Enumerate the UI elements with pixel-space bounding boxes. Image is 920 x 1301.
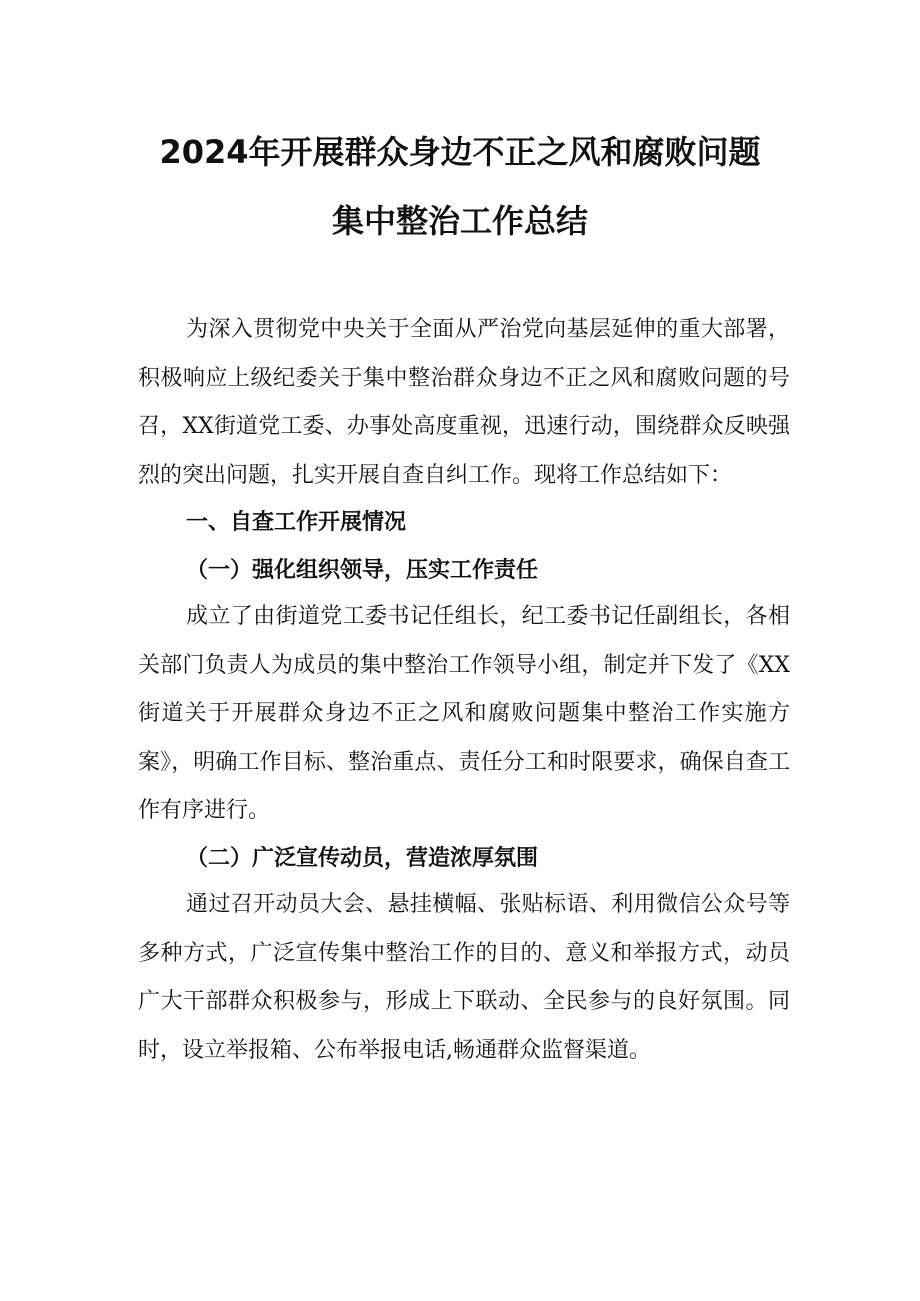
section-1-heading: 一、自查工作开展情况	[186, 510, 407, 535]
document-title-line-2: 集中整治工作总结	[331, 202, 588, 240]
subsection-1-paragraph: 成立了由街道党工委书记任组长，纪工委书记任副组长，各相关部门负责人为成员的集中整治工作领导小组，制定并下发了《XX街道关于开展群众身边不正之风和腐败问题集中整治工作实施方案》，明确工作目标、整治重点、责任分工和时限要求，确保自查工作有序进行。	[138, 604, 790, 823]
subsection-1-heading: （一）强化组织领导，压实工作责任	[186, 558, 539, 583]
intro-paragraph: 为深入贯彻党中央关于全面从严治党向基层延伸的重大部署，积极响应上级纪委关于集中整治群众身边不正之风和腐败问题的号召，XX街道党工委、办事处高度重视，迅速行动，围绕群众反映强烈的突出问题，扎实开展自查自纠工作。现将工作总结如下：	[138, 317, 790, 488]
subsection-2-heading: （二）广泛宣传动员，营造浓厚氛围	[186, 846, 539, 871]
subsection-2-paragraph: 通过召开动员大会、悬挂横幅、张贴标语、利用微信公众号等多种方式，广泛宣传集中整治工作的目的、意义和举报方式，动员广大干部群众积极参与，形成上下联动、全民参与的良好氛围。同时，设立举报箱、公布举报电话,畅通群众监督渠道。	[138, 892, 790, 1063]
document-title-line-1: 2024年开展群众身边不正之风和腐败问题	[159, 133, 761, 171]
